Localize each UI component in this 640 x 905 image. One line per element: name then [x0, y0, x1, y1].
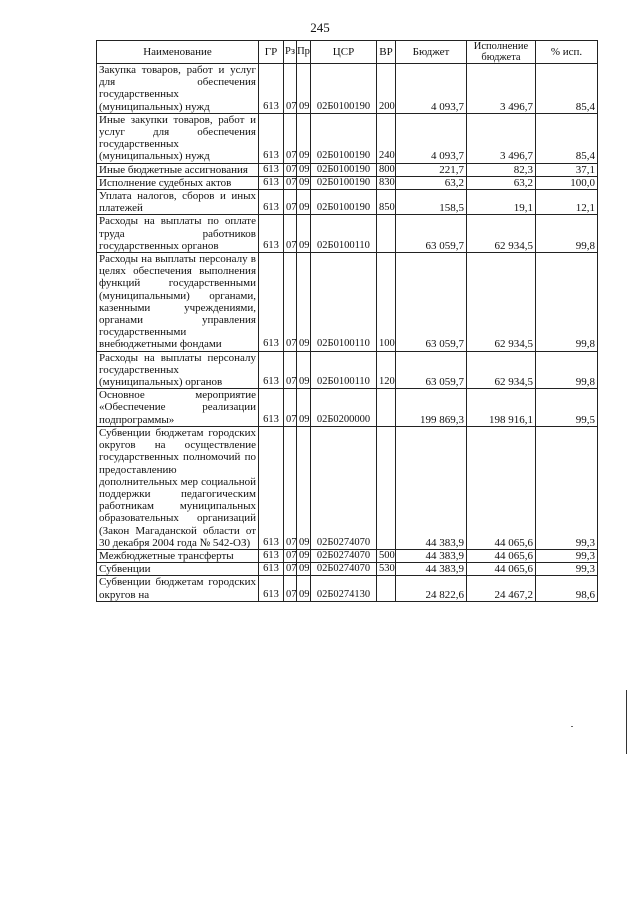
cell-name: Расходы на выплаты персоналу государственных (муниципальных) органов — [97, 351, 259, 389]
cell-gr: 613 — [259, 163, 284, 176]
cell-rz: 07 — [284, 389, 297, 427]
cell-csr: 02Б0100190 — [311, 176, 377, 189]
cell-rz: 07 — [284, 576, 297, 601]
cell-csr: 02Б0100190 — [311, 163, 377, 176]
cell-budget: 63 059,7 — [396, 253, 467, 352]
cell-vr — [377, 389, 396, 427]
cell-vr — [377, 426, 396, 549]
header-execution: Исполнение бюджета — [467, 41, 536, 64]
cell-execution: 62 934,5 — [467, 351, 536, 389]
cell-budget: 44 383,9 — [396, 549, 467, 562]
cell-rz: 07 — [284, 176, 297, 189]
cell-name: Исполнение судебных актов — [97, 176, 259, 189]
cell-percent: 99,3 — [536, 549, 598, 562]
cell-pr: 09 — [297, 576, 311, 601]
table-row — [97, 253, 598, 352]
cell-vr: 500 — [377, 549, 396, 562]
cell-vr — [377, 576, 396, 601]
margin-mark — [571, 726, 573, 727]
cell-execution: 62 934,5 — [467, 253, 536, 352]
cell-vr: 100 — [377, 253, 396, 352]
cell-execution: 24 467,2 — [467, 576, 536, 601]
cell-name: Субвенции — [97, 563, 259, 576]
table-row — [97, 576, 598, 601]
header-csr: ЦСР — [311, 41, 377, 64]
cell-rz: 07 — [284, 215, 297, 253]
cell-gr: 613 — [259, 113, 284, 163]
cell-vr: 120 — [377, 351, 396, 389]
cell-name: Расходы на выплаты персоналу в целях обеспечения выполнения функций государственными (муниципальными) органами, казенными учреждениями, органами управления государственными внебюджетными фондами — [97, 253, 259, 352]
cell-execution: 44 065,6 — [467, 549, 536, 562]
cell-execution: 82,3 — [467, 163, 536, 176]
cell-pr: 09 — [297, 176, 311, 189]
cell-gr: 613 — [259, 576, 284, 601]
table-row — [97, 176, 598, 189]
cell-pr: 09 — [297, 163, 311, 176]
table-row — [97, 190, 598, 215]
cell-execution: 3 496,7 — [467, 113, 536, 163]
cell-budget: 158,5 — [396, 190, 467, 215]
table-row — [97, 563, 598, 576]
header-gr: ГР — [259, 41, 284, 64]
cell-csr: 02Б0100110 — [311, 215, 377, 253]
cell-pr: 09 — [297, 64, 311, 114]
cell-gr: 613 — [259, 549, 284, 562]
table-row — [97, 351, 598, 389]
cell-rz: 07 — [284, 549, 297, 562]
cell-gr: 613 — [259, 64, 284, 114]
cell-csr: 02Б0100110 — [311, 351, 377, 389]
cell-rz: 07 — [284, 64, 297, 114]
header-vr: ВР — [377, 41, 396, 64]
cell-rz: 07 — [284, 113, 297, 163]
cell-percent: 85,4 — [536, 113, 598, 163]
cell-budget: 44 383,9 — [396, 563, 467, 576]
cell-execution: 3 496,7 — [467, 64, 536, 114]
cell-vr — [377, 215, 396, 253]
header-percent: % исп. — [536, 41, 598, 64]
cell-pr: 09 — [297, 549, 311, 562]
cell-csr: 02Б0274070 — [311, 426, 377, 549]
cell-execution: 62 934,5 — [467, 215, 536, 253]
cell-budget: 63,2 — [396, 176, 467, 189]
cell-vr: 530 — [377, 563, 396, 576]
cell-name: Расходы на выплаты по оплате труда работников государственных органов — [97, 215, 259, 253]
cell-percent: 99,3 — [536, 426, 598, 549]
cell-gr: 613 — [259, 389, 284, 427]
cell-budget: 4 093,7 — [396, 64, 467, 114]
cell-rz: 07 — [284, 190, 297, 215]
cell-vr: 850 — [377, 190, 396, 215]
cell-name: Иные закупки товаров, работ и услуг для обеспечения государственных (муниципальных) нужд — [97, 113, 259, 163]
cell-rz: 07 — [284, 253, 297, 352]
cell-budget: 63 059,7 — [396, 215, 467, 253]
cell-csr: 02Б0100190 — [311, 113, 377, 163]
cell-execution: 44 065,6 — [467, 563, 536, 576]
cell-budget: 199 869,3 — [396, 389, 467, 427]
table-row — [97, 426, 598, 549]
cell-percent: 85,4 — [536, 64, 598, 114]
cell-rz: 07 — [284, 163, 297, 176]
cell-csr: 02Б0100190 — [311, 190, 377, 215]
cell-execution: 44 065,6 — [467, 426, 536, 549]
header-budget: Бюджет — [396, 41, 467, 64]
cell-csr: 02Б0100110 — [311, 253, 377, 352]
cell-name: Уплата налогов, сборов и иных платежей — [97, 190, 259, 215]
header-rz: Рз — [284, 41, 297, 64]
cell-rz: 07 — [284, 426, 297, 549]
cell-pr: 09 — [297, 113, 311, 163]
margin-rule — [626, 690, 627, 754]
cell-csr: 02Б0200000 — [311, 389, 377, 427]
cell-rz: 07 — [284, 351, 297, 389]
header-pr: Пр — [297, 41, 311, 64]
table-row — [97, 113, 598, 163]
cell-pr: 09 — [297, 389, 311, 427]
cell-vr: 830 — [377, 176, 396, 189]
cell-percent: 99,8 — [536, 253, 598, 352]
cell-budget: 221,7 — [396, 163, 467, 176]
cell-gr: 613 — [259, 190, 284, 215]
cell-vr: 240 — [377, 113, 396, 163]
cell-gr: 613 — [259, 563, 284, 576]
cell-name: Закупка товаров, работ и услуг для обеспечения государственных (муниципальных) нужд — [97, 64, 259, 114]
cell-pr: 09 — [297, 253, 311, 352]
cell-csr: 02Б0274130 — [311, 576, 377, 601]
table-row — [97, 389, 598, 427]
cell-vr: 800 — [377, 163, 396, 176]
cell-budget: 4 093,7 — [396, 113, 467, 163]
cell-percent: 12,1 — [536, 190, 598, 215]
cell-execution: 198 916,1 — [467, 389, 536, 427]
cell-execution: 19,1 — [467, 190, 536, 215]
cell-gr: 613 — [259, 176, 284, 189]
cell-pr: 09 — [297, 351, 311, 389]
cell-pr: 09 — [297, 215, 311, 253]
cell-percent: 37,1 — [536, 163, 598, 176]
budget-table — [96, 40, 598, 602]
cell-pr: 09 — [297, 190, 311, 215]
cell-name: Основное мероприятие «Обеспечение реализации подпрограммы» — [97, 389, 259, 427]
cell-name: Межбюджетные трансферты — [97, 549, 259, 562]
cell-percent: 99,5 — [536, 389, 598, 427]
cell-execution: 63,2 — [467, 176, 536, 189]
cell-percent: 100,0 — [536, 176, 598, 189]
cell-budget: 63 059,7 — [396, 351, 467, 389]
cell-pr: 09 — [297, 426, 311, 549]
table-row — [97, 64, 598, 114]
cell-vr: 200 — [377, 64, 396, 114]
table-body — [97, 64, 598, 602]
cell-name: Иные бюджетные ассигнования — [97, 163, 259, 176]
table-header-row — [97, 41, 598, 64]
cell-budget: 44 383,9 — [396, 426, 467, 549]
cell-gr: 613 — [259, 215, 284, 253]
cell-budget: 24 822,6 — [396, 576, 467, 601]
cell-name: Субвенции бюджетам городских округов на осуществление государственных полномочий по предоставлению дополнительных мер социальной поддержки педагогическим работникам муниципальных образовательных организаций (Закон Магаданской области от 30 декабря 2004 года № 542-ОЗ) — [97, 426, 259, 549]
cell-name: Субвенции бюджетам городских округов на — [97, 576, 259, 601]
cell-csr: 02Б0100190 — [311, 64, 377, 114]
table-row — [97, 215, 598, 253]
cell-percent: 98,6 — [536, 576, 598, 601]
cell-gr: 613 — [259, 253, 284, 352]
cell-csr: 02Б0274070 — [311, 549, 377, 562]
table-row — [97, 549, 598, 562]
cell-gr: 613 — [259, 426, 284, 549]
cell-percent: 99,8 — [536, 215, 598, 253]
cell-gr: 613 — [259, 351, 284, 389]
table-row — [97, 163, 598, 176]
cell-rz: 07 — [284, 563, 297, 576]
cell-csr: 02Б0274070 — [311, 563, 377, 576]
cell-percent: 99,8 — [536, 351, 598, 389]
cell-pr: 09 — [297, 563, 311, 576]
cell-percent: 99,3 — [536, 563, 598, 576]
header-name: Наименование — [97, 41, 259, 64]
page-number: 245 — [310, 20, 330, 35]
